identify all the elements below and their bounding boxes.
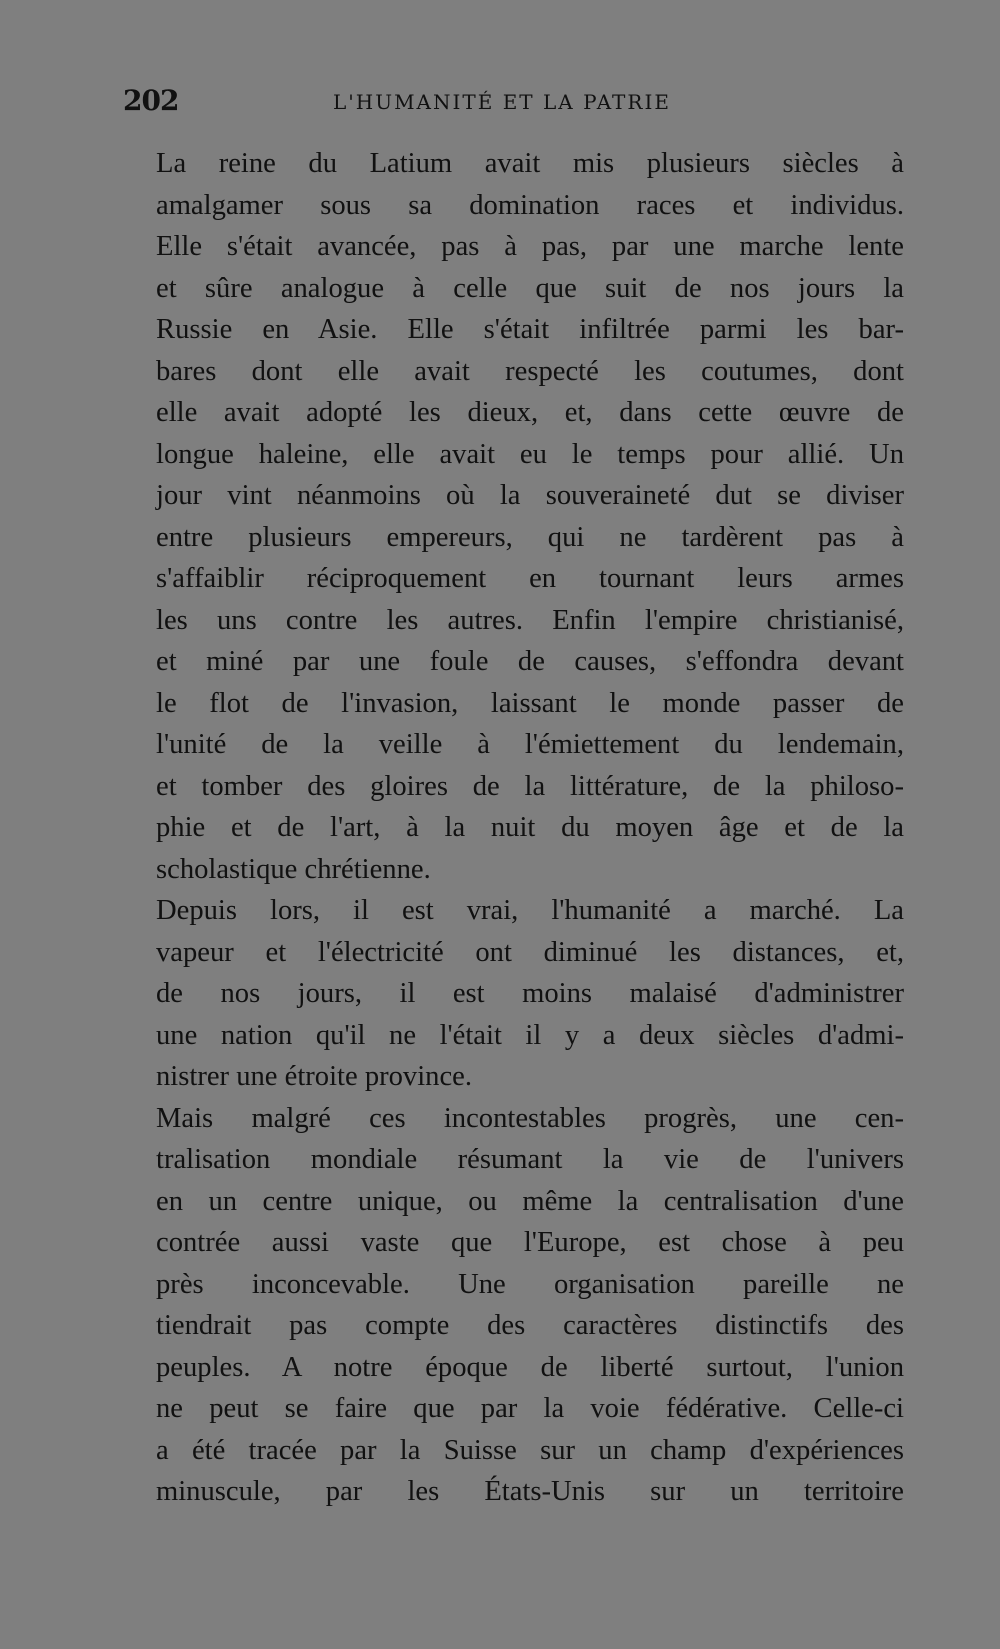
text-line: nistrer une étroite province. <box>156 1061 472 1092</box>
text-line: le flot de l'invasion, laissant le monde passer de <box>156 687 904 719</box>
text-line: phie et de l'art, à la nuit du moyen âge et de la <box>156 812 904 843</box>
text-line: a été tracée par la Suisse sur un champ d'expériences <box>156 1434 904 1466</box>
running-title: L'HUMANITÉ ET LA PATRIE <box>333 90 671 114</box>
paragraph-3 <box>120 1098 904 1513</box>
text-line: vapeur et l'électricité ont diminué les distances, et, <box>156 936 904 968</box>
text-line: Mais malgré ces incontestables progrès, une cen- <box>156 1102 904 1134</box>
text-line: contrée aussi vaste que l'Europe, est chose à peu <box>156 1227 904 1258</box>
page-number: 202 <box>123 84 179 117</box>
text-line: amalgamer sous sa domination races et individus. <box>156 189 904 221</box>
text-line: et miné par une foule de causes, s'effondra devant <box>156 646 904 677</box>
text-line: l'unité de la veille à l'émiettement du lendemain, <box>156 729 904 760</box>
text-line: et tomber des gloires de la littérature, de la philoso- <box>156 770 904 802</box>
text-line: une nation qu'il ne l'était il y a deux siècles d'admi- <box>156 1019 904 1051</box>
paragraph-2 <box>120 890 904 1098</box>
text-line: près inconcevable. Une organisation pareille ne <box>156 1268 904 1300</box>
text-line: les uns contre les autres. Enfin l'empire christianisé, <box>156 604 904 636</box>
text-line: entre plusieurs empereurs, qui ne tardèrent pas à <box>156 521 904 553</box>
body-text <box>120 143 904 1513</box>
text-line: s'affaiblir réciproquement en tournant leurs armes <box>156 563 904 594</box>
page-header <box>123 84 903 120</box>
text-line: longue haleine, elle avait eu le temps pour allié. Un <box>156 438 904 470</box>
text-line: jour vint néanmoins où la souveraineté dut se diviser <box>156 480 904 511</box>
text-line: Russie en Asie. Elle s'était infiltrée parmi les bar- <box>156 314 904 345</box>
text-line: de nos jours, il est moins malaisé d'administrer <box>156 978 904 1009</box>
text-line: tiendrait pas compte des caractères distinctifs des <box>156 1310 904 1341</box>
text-line: en un centre unique, ou même la centralisation d'une <box>156 1185 904 1217</box>
text-line: peuples. A notre époque de liberté surtout, l'union <box>156 1351 904 1383</box>
paragraph-1 <box>120 143 904 890</box>
text-line: elle avait adopté les dieux, et, dans cette œuvre de <box>156 397 904 428</box>
text-line: minuscule, par les États-Unis sur un territoire <box>156 1476 904 1507</box>
text-line: scholastique chrétienne. <box>156 853 431 885</box>
text-line: Elle s'était avancée, pas à pas, par une marche lente <box>156 231 904 262</box>
text-line: ne peut se faire que par la voie fédérative. Celle-ci <box>156 1393 904 1424</box>
text-line: bares dont elle avait respecté les coutumes, dont <box>156 355 904 387</box>
text-line: tralisation mondiale résumant la vie de l'univers <box>156 1144 904 1175</box>
text-line: Depuis lors, il est vrai, l'humanité a marché. La <box>156 895 904 926</box>
text-line: La reine du Latium avait mis plusieurs siècles à <box>156 148 904 179</box>
text-line: et sûre analogue à celle que suit de nos jours la <box>156 272 904 304</box>
